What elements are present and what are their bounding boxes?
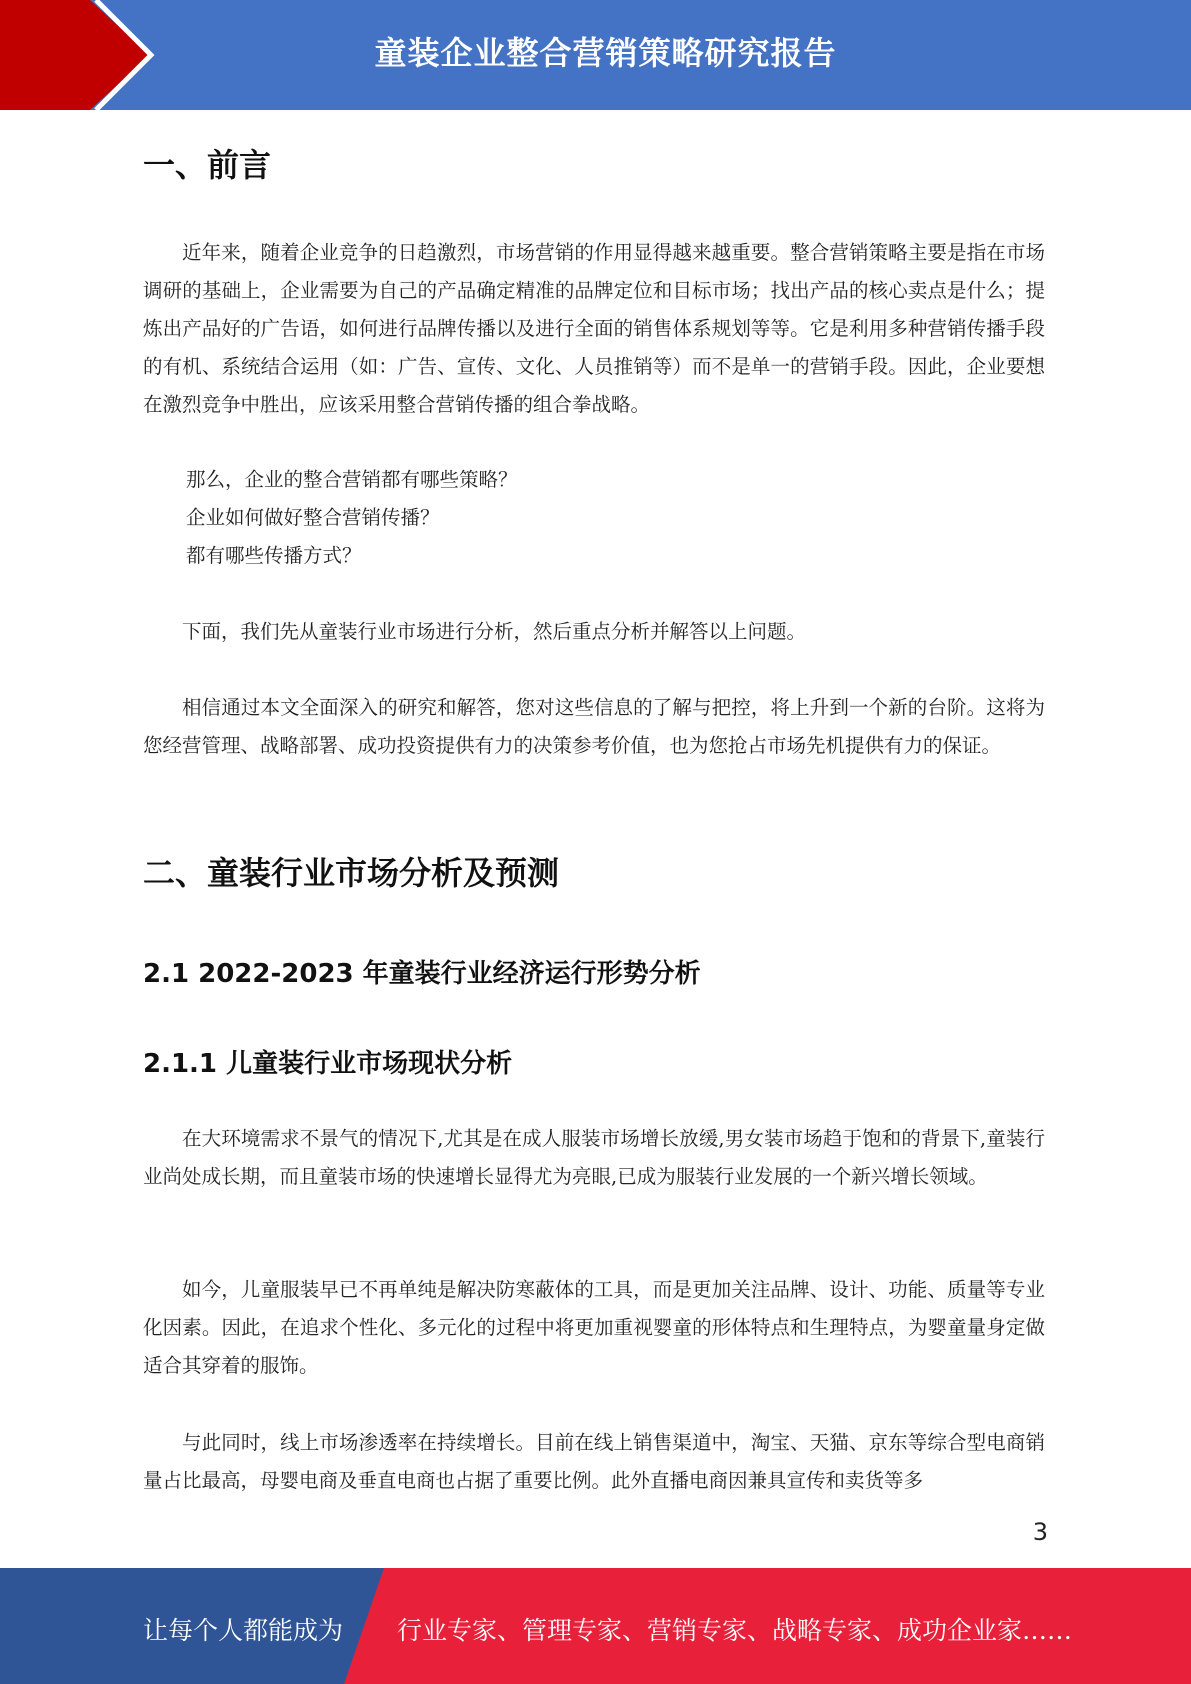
question-2: 企业如何做好整合营销传播？ [186, 506, 440, 529]
section-1-heading: 一、前言 [143, 146, 272, 184]
document-title: 童装企业整合营销策略研究报告 [374, 34, 837, 72]
subsection-2-1-heading: 2.1 2022-2023 年童装行业经济运行形势分析 [143, 959, 701, 989]
question-1: 那么，企业的整合营销都有哪些策略？ [186, 468, 518, 491]
section-2-paragraph-3: 与此同时，线上市场渗透率在持续增长。目前在线上销售渠道中，淘宝、天猫、京东等综合型电商销量占比最高，母婴电商及垂直电商也占据了重要比例。此外直播电商因兼具宣传和卖货等多 [143, 1431, 1045, 1492]
section-1-paragraph-1: 近年来，随着企业竞争的日趋激烈，市场营销的作用显得越来越重要。整合营销策略主要是指在市场调研的基础上，企业需要为自己的产品确定精准的品牌定位和目标市场；找出产品的核心卖点是什么；提炼出产品好的广告语，如何进行品牌传播以及进行全面的销售体系规划等等。它是利用多种营销传播手段的有机、系统结合运用（如：广告、宣传、文化、人员推销等）而不是单一的营销手段。因此，企业要想在激烈竞争中胜出，应该采用整合营销传播的组合拳战略。 [143, 241, 1045, 416]
section-1-paragraph-2: 下面，我们先从童装行业市场进行分析，然后重点分析并解答以上问题。 [182, 620, 807, 643]
page-number: 3 [1032, 1518, 1048, 1546]
section-1-paragraph-3: 相信通过本文全面深入的研究和解答，您对这些信息的了解与把控，将上升到一个新的台阶。这将为您经营管理、战略部署、成功投资提供有力的决策参考价值，也为您抢占市场先机提供有力的保证。 [143, 696, 1045, 757]
section-2-heading: 二、童装行业市场分析及预测 [143, 854, 560, 892]
subsection-2-1-1-heading: 2.1.1 儿童装行业市场现状分析 [143, 1049, 513, 1079]
section-2-paragraph-2: 如今，儿童服装早已不再单纯是解决防寒蔽体的工具，而是更加关注品牌、设计、功能、质量等专业化因素。因此，在追求个性化、多元化的过程中将更加重视婴童的形体特点和生理特点，为婴童量身定做适合其穿着的服饰。 [143, 1278, 1045, 1377]
footer-slogan-right: 行业专家、管理专家、营销专家、战略专家、成功企业家…… [397, 1616, 1073, 1645]
section-2-paragraph-1: 在大环境需求不景气的情况下,尤其是在成人服装市场增长放缓,男女装市场趋于饱和的背景下,童装行业尚处成长期，而且童装市场的快速增长显得尤为亮眼,已成为服装行业发展的一个新兴增长领域。 [143, 1127, 1045, 1188]
question-3: 都有哪些传播方式？ [186, 544, 362, 567]
footer-slogan-left: 让每个人都能成为 [143, 1616, 344, 1645]
